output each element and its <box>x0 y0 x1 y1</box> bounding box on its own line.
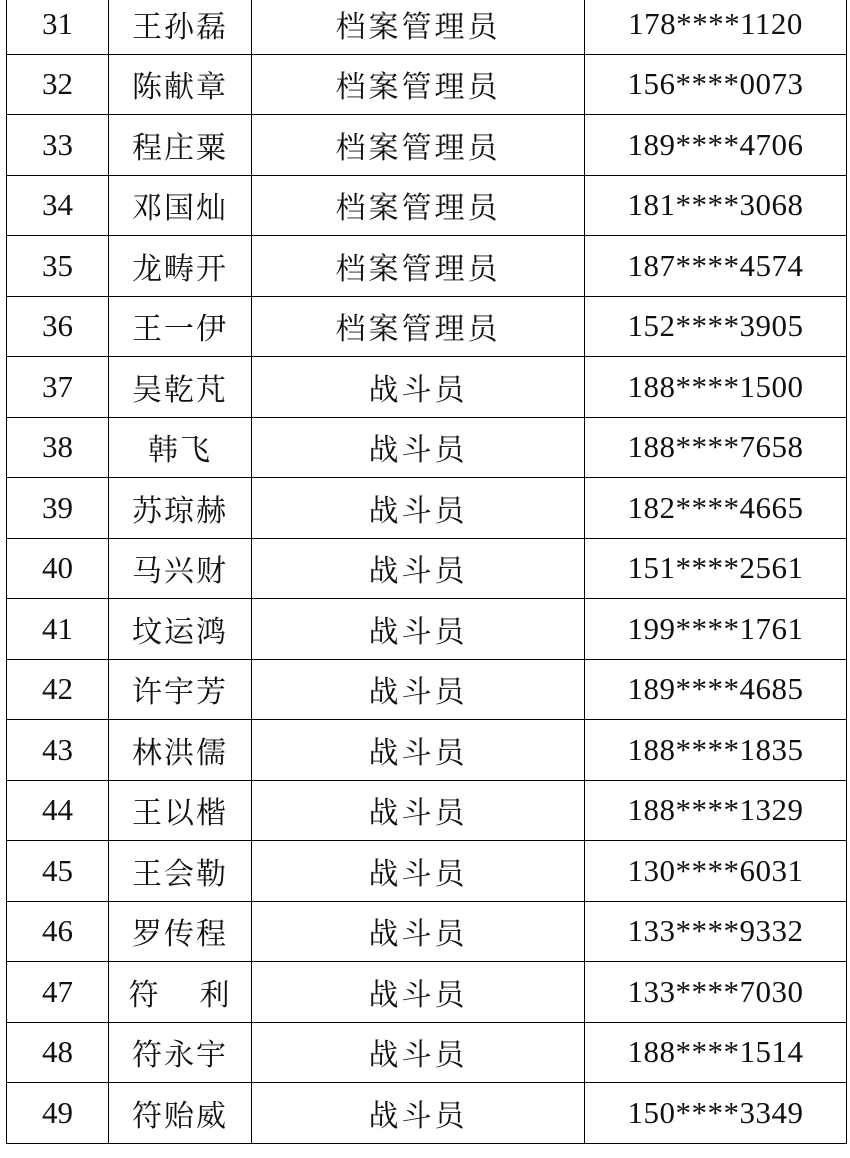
table-row <box>7 659 847 720</box>
phone-cell: 187****4574 <box>585 236 847 297</box>
row-number-cell: 49 <box>7 1083 109 1144</box>
name-cell: 王孙磊 <box>109 0 252 54</box>
phone-cell: 188****1329 <box>585 780 847 841</box>
row-number-cell: 36 <box>7 296 109 357</box>
roster-sheet <box>6 0 846 1144</box>
table-row <box>7 478 847 539</box>
role-cell: 战斗员 <box>252 1083 585 1144</box>
name-cell: 符 利 <box>109 962 252 1023</box>
name-cell: 苏琼赫 <box>109 478 252 539</box>
role-cell: 档案管理员 <box>252 296 585 357</box>
table-row <box>7 599 847 660</box>
row-number-cell: 37 <box>7 357 109 418</box>
row-number-cell: 43 <box>7 720 109 781</box>
phone-cell: 188****1500 <box>585 357 847 418</box>
phone-cell: 150****3349 <box>585 1083 847 1144</box>
row-number-cell: 48 <box>7 1022 109 1083</box>
row-number-cell: 45 <box>7 841 109 902</box>
role-cell: 档案管理员 <box>252 175 585 236</box>
table-row <box>7 357 847 418</box>
role-cell: 战斗员 <box>252 841 585 902</box>
role-cell: 战斗员 <box>252 599 585 660</box>
table-row <box>7 296 847 357</box>
table-row <box>7 417 847 478</box>
phone-cell: 188****1835 <box>585 720 847 781</box>
name-cell: 符贻威 <box>109 1083 252 1144</box>
table-row <box>7 901 847 962</box>
name-cell: 王一伊 <box>109 296 252 357</box>
phone-cell: 199****1761 <box>585 599 847 660</box>
role-cell: 战斗员 <box>252 357 585 418</box>
role-cell: 档案管理员 <box>252 0 585 54</box>
name-cell: 罗传程 <box>109 901 252 962</box>
row-number-cell: 47 <box>7 962 109 1023</box>
name-cell: 坟运鸿 <box>109 599 252 660</box>
phone-cell: 133****7030 <box>585 962 847 1023</box>
name-cell: 马兴财 <box>109 538 252 599</box>
table-row <box>7 54 847 115</box>
role-cell: 档案管理员 <box>252 54 585 115</box>
phone-cell: 188****7658 <box>585 417 847 478</box>
role-cell: 战斗员 <box>252 417 585 478</box>
name-cell: 许宇芳 <box>109 659 252 720</box>
name-cell: 龙畴开 <box>109 236 252 297</box>
name-cell: 林洪儒 <box>109 720 252 781</box>
phone-cell: 156****0073 <box>585 54 847 115</box>
table-row <box>7 175 847 236</box>
row-number-cell: 46 <box>7 901 109 962</box>
row-number-cell: 31 <box>7 0 109 54</box>
phone-cell: 152****3905 <box>585 296 847 357</box>
row-number-cell: 38 <box>7 417 109 478</box>
phone-cell: 188****1514 <box>585 1022 847 1083</box>
phone-cell: 182****4665 <box>585 478 847 539</box>
row-number-cell: 39 <box>7 478 109 539</box>
table-row <box>7 1083 847 1144</box>
row-number-cell: 34 <box>7 175 109 236</box>
name-cell: 程庄粟 <box>109 115 252 176</box>
role-cell: 战斗员 <box>252 962 585 1023</box>
role-cell: 战斗员 <box>252 720 585 781</box>
table-row <box>7 841 847 902</box>
phone-cell: 133****9332 <box>585 901 847 962</box>
phone-cell: 178****1120 <box>585 0 847 54</box>
table-row <box>7 780 847 841</box>
name-cell: 陈献章 <box>109 54 252 115</box>
table-row <box>7 962 847 1023</box>
table-row <box>7 236 847 297</box>
row-number-cell: 40 <box>7 538 109 599</box>
name-cell: 符永宇 <box>109 1022 252 1083</box>
phone-cell: 151****2561 <box>585 538 847 599</box>
table-row <box>7 115 847 176</box>
phone-cell: 189****4706 <box>585 115 847 176</box>
role-cell: 档案管理员 <box>252 115 585 176</box>
role-cell: 战斗员 <box>252 901 585 962</box>
row-number-cell: 35 <box>7 236 109 297</box>
name-cell: 王以楷 <box>109 780 252 841</box>
name-cell: 王会勒 <box>109 841 252 902</box>
role-cell: 战斗员 <box>252 538 585 599</box>
role-cell: 档案管理员 <box>252 236 585 297</box>
table-row <box>7 0 847 54</box>
table-row <box>7 1022 847 1083</box>
roster-table <box>6 0 847 1144</box>
phone-cell: 189****4685 <box>585 659 847 720</box>
name-cell: 韩飞 <box>109 417 252 478</box>
phone-cell: 130****6031 <box>585 841 847 902</box>
name-cell: 吴乾芃 <box>109 357 252 418</box>
role-cell: 战斗员 <box>252 780 585 841</box>
role-cell: 战斗员 <box>252 478 585 539</box>
phone-cell: 181****3068 <box>585 175 847 236</box>
row-number-cell: 32 <box>7 54 109 115</box>
table-row <box>7 720 847 781</box>
row-number-cell: 42 <box>7 659 109 720</box>
row-number-cell: 44 <box>7 780 109 841</box>
row-number-cell: 41 <box>7 599 109 660</box>
roster-table-body <box>7 0 847 1143</box>
role-cell: 战斗员 <box>252 1022 585 1083</box>
name-cell: 邓国灿 <box>109 175 252 236</box>
table-row <box>7 538 847 599</box>
row-number-cell: 33 <box>7 115 109 176</box>
role-cell: 战斗员 <box>252 659 585 720</box>
